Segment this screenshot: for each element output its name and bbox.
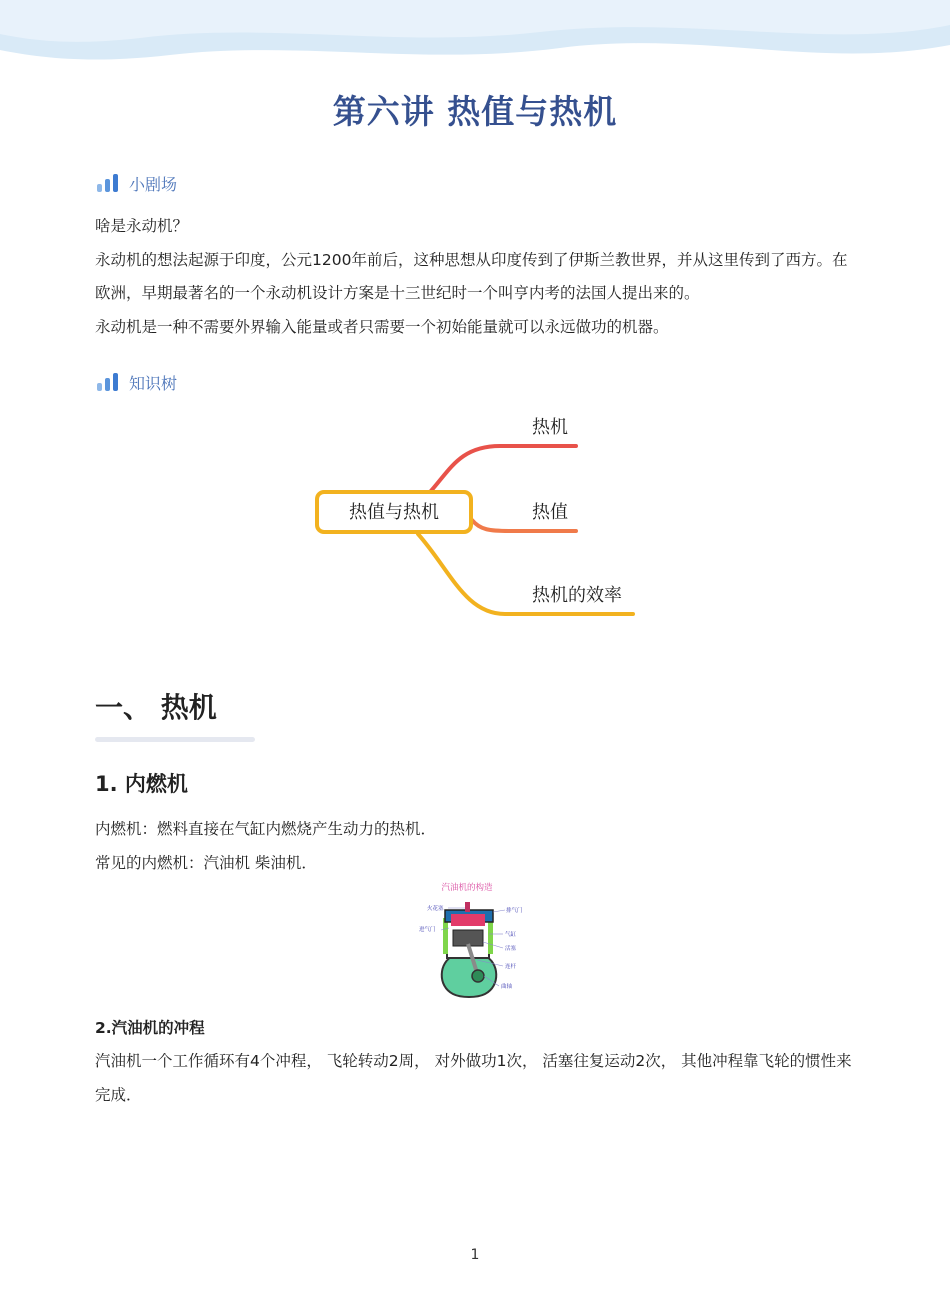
spark-plug-shape (465, 902, 470, 912)
theater-paragraph: 永动机的想法起源于印度，公元1200年前后，这种思想从印度传到了伊斯兰教世界，并从这里传到了西方。在欧洲，早期最著名的一个永动机设计方案是十三世纪时一个叫亨内考的法国人提出来的。 (95, 250, 848, 302)
mindmap-center-label: 热值与热机 (349, 502, 439, 523)
mindmap-branch-label: 热机的效率 (532, 585, 622, 606)
text-line: 常见的内燃机：汽油机 柴油机． (95, 853, 317, 872)
piston-shape (453, 930, 483, 946)
section-header-tree (96, 370, 177, 394)
label-spark-plug: 火花塞 (427, 906, 444, 912)
label-exhaust-valve: 排气门 (506, 908, 523, 914)
label-crankshaft: 曲轴 (501, 984, 513, 990)
label-intake-valve: 进气门 (419, 927, 436, 933)
mindmap-branch-label: 热值 (532, 502, 568, 523)
mindmap-branch-label: 热机 (532, 417, 568, 438)
section-label-tree: 知识树 (129, 373, 178, 393)
text-line: 汽油机一个工作循环有4个冲程， 飞轮转动2周， 对外做功1次， 活塞往复运动2次， 其他冲程靠飞轮的惯性来完成． (95, 1052, 852, 1104)
crankcase-shape (442, 956, 497, 997)
theater-text (95, 210, 855, 344)
gasoline-engine-diagram (415, 878, 530, 1000)
heading-part1: 一、 热机 (95, 691, 217, 724)
heading-internal-combustion: 1. 内燃机 (95, 772, 188, 796)
section-header-theater (96, 171, 177, 195)
gasoline-strokes-text (95, 1045, 855, 1112)
section-label-theater: 小剧场 (129, 174, 178, 194)
heading-gasoline-strokes: 2.汽油机的冲程 (95, 1019, 205, 1037)
theater-paragraph: 啥是永动机？ (95, 217, 189, 235)
theater-paragraph: 永动机是一种不需要外界输入能量或者只需要一个初始能量就可以永远做功的机器。 (95, 317, 669, 336)
page-number: 1 (470, 1247, 480, 1263)
label-piston: 活塞 (505, 946, 517, 952)
figure-title: 汽油机的构造 (441, 883, 493, 893)
page-title: 第六讲 热值与热机 (332, 92, 618, 131)
label-cylinder: 气缸 (505, 932, 517, 938)
knowledge-tree-mindmap (300, 400, 660, 630)
branch-line-heat-engine (430, 446, 576, 492)
internal-combustion-text (95, 813, 855, 880)
crankshaft-shape (472, 970, 484, 982)
text-line: 内燃机：燃料直接在气缸内燃烧产生动力的热机． (95, 820, 437, 838)
bar-chart-icon (96, 173, 120, 193)
bar-chart-icon (96, 372, 120, 392)
heading-underline (95, 737, 255, 742)
label-connecting-rod: 连杆 (505, 964, 517, 970)
header-wave-decoration (0, 0, 950, 75)
